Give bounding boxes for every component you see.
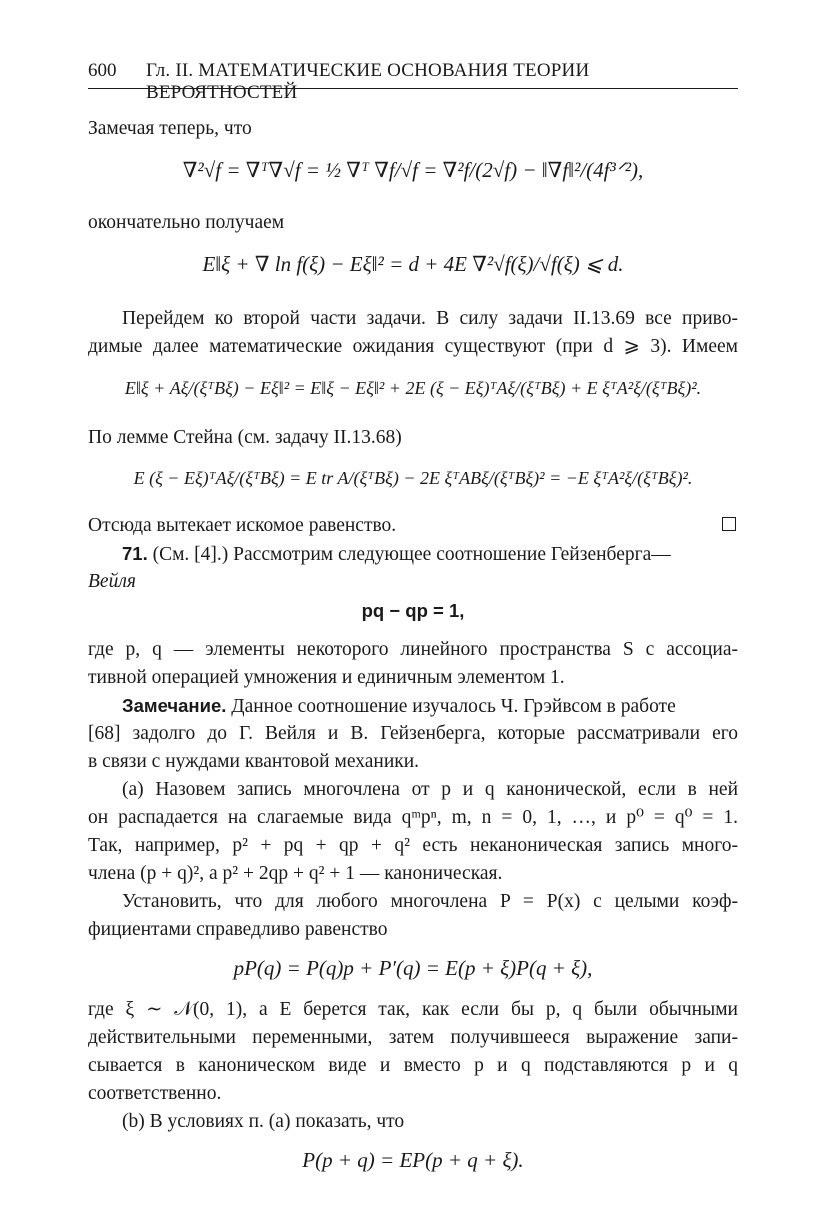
formula-text: pP(q) = P(q)p + P′(q) = E(p + ξ)P(q + ξ),: [233, 956, 593, 980]
text-span: (См. [4].) Рассмотрим следующее соотношение Гейзенберга—: [152, 544, 671, 565]
formula-text: E (ξ − Eξ)ᵀAξ/(ξᵀBξ) = E tr A/(ξᵀBξ) − 2E ξᵀABξ/(ξᵀBξ)² = −E ξᵀA²ξ/(ξᵀBξ)².: [133, 468, 693, 488]
text-line: в связи с нуждами квантовой механики.: [88, 751, 420, 772]
formula-stein-lemma: [88, 468, 738, 489]
text-line: димые далее математические ожидания существуют (при d ⩾ 3). Имеем: [88, 336, 738, 357]
text-line: По лемме Стейна (см. задачу II.13.68): [88, 427, 402, 448]
text-line: где p, q — элементы некоторого линейного пространства S с ассоциа-: [88, 639, 738, 660]
text-line: члена (p + q)², а p² + 2qp + q² + 1 — каноническая.: [88, 863, 503, 884]
formula-nabla-sqrt-f: [88, 158, 738, 183]
text-line: где ξ ∼ 𝒩(0, 1), а E берется так, как если бы p, q были обычными: [88, 999, 738, 1020]
text-line: окончательно получаем: [88, 212, 285, 233]
text-line: тивной операцией умножения и единичным элементом 1.: [88, 667, 565, 688]
qed-square-icon: [722, 517, 736, 531]
text-line: (b) В условиях п. (a) показать, что: [122, 1111, 405, 1132]
remark-line: [122, 693, 738, 720]
text-line: (a) Назовем запись многочлена от p и q канонической, если в ней: [122, 779, 738, 800]
text-line: фициентами справедливо равенство: [88, 919, 388, 940]
text-line: Вейля: [88, 571, 136, 592]
formula-canonical-identity: [88, 956, 738, 981]
text-line: Установить, что для любого многочлена P = P(x) с целыми коэф-: [122, 891, 738, 912]
formula-text: ∇²√f = ∇ᵀ∇√f = ½ ∇ᵀ ∇f/√f = ∇²f/(2√f) − ‖∇f‖²/(4f³ᐟ²),: [182, 158, 644, 182]
text-span: Данное соотношение изучалось Ч. Грэйвсом в работе: [231, 696, 676, 717]
formula-polynomial-sum: [88, 1148, 738, 1173]
running-header: [88, 58, 738, 103]
formula-text: P(p + q) = EP(p + q + ξ).: [302, 1148, 524, 1172]
formula-stein-expansion: [88, 378, 738, 399]
page-number: 600: [88, 60, 117, 81]
formula-text: pq − qp = 1,: [361, 600, 465, 621]
problem-number: 71.: [122, 543, 148, 564]
formula-heisenberg-weyl: [88, 598, 738, 623]
remark-label: Замечание.: [122, 695, 227, 716]
formula-text: E‖ξ + ∇ ln f(ξ) − Eξ‖² = d + 4E ∇²√f(ξ)/√f(ξ) ⩽ d.: [202, 252, 624, 276]
formula-text: E‖ξ + Aξ/(ξᵀBξ) − Eξ‖² = E‖ξ − Eξ‖² + 2E (ξ − Eξ)ᵀAξ/(ξᵀBξ) + E ξᵀA²ξ/(ξᵀBξ)².: [124, 378, 702, 398]
text-line: он распадается на слагаемые вида qᵐpⁿ, m, n = 0, 1, …, и p⁰ = q⁰ = 1.: [88, 807, 738, 828]
running-title: Гл. II. МАТЕМАТИЧЕСКИЕ ОСНОВАНИЯ ТЕОРИИ ВЕРОЯТНОСТЕЙ: [146, 60, 590, 103]
text-line: сывается в каноническом виде и вместо p и q подставляются p и q: [88, 1055, 738, 1076]
problem-71-line: [122, 541, 738, 568]
text-line: Перейдем ко второй части задачи. В силу задачи II.13.69 все приво-: [122, 308, 738, 329]
text-line: действительными переменными, затем получившееся выражение запи-: [88, 1027, 738, 1048]
text-line: Так, например, p² + pq + qp + q² есть неканоническая запись много-: [88, 835, 738, 856]
text-line: [68] задолго до Г. Вейля и В. Гейзенберга, которые рассматривали его: [88, 723, 738, 744]
text-line: Отсюда вытекает искомое равенство.: [88, 515, 397, 536]
formula-expectation-bound: [88, 252, 738, 277]
text-line: соответственно.: [88, 1083, 222, 1104]
text-line: Замечая теперь, что: [88, 118, 252, 139]
